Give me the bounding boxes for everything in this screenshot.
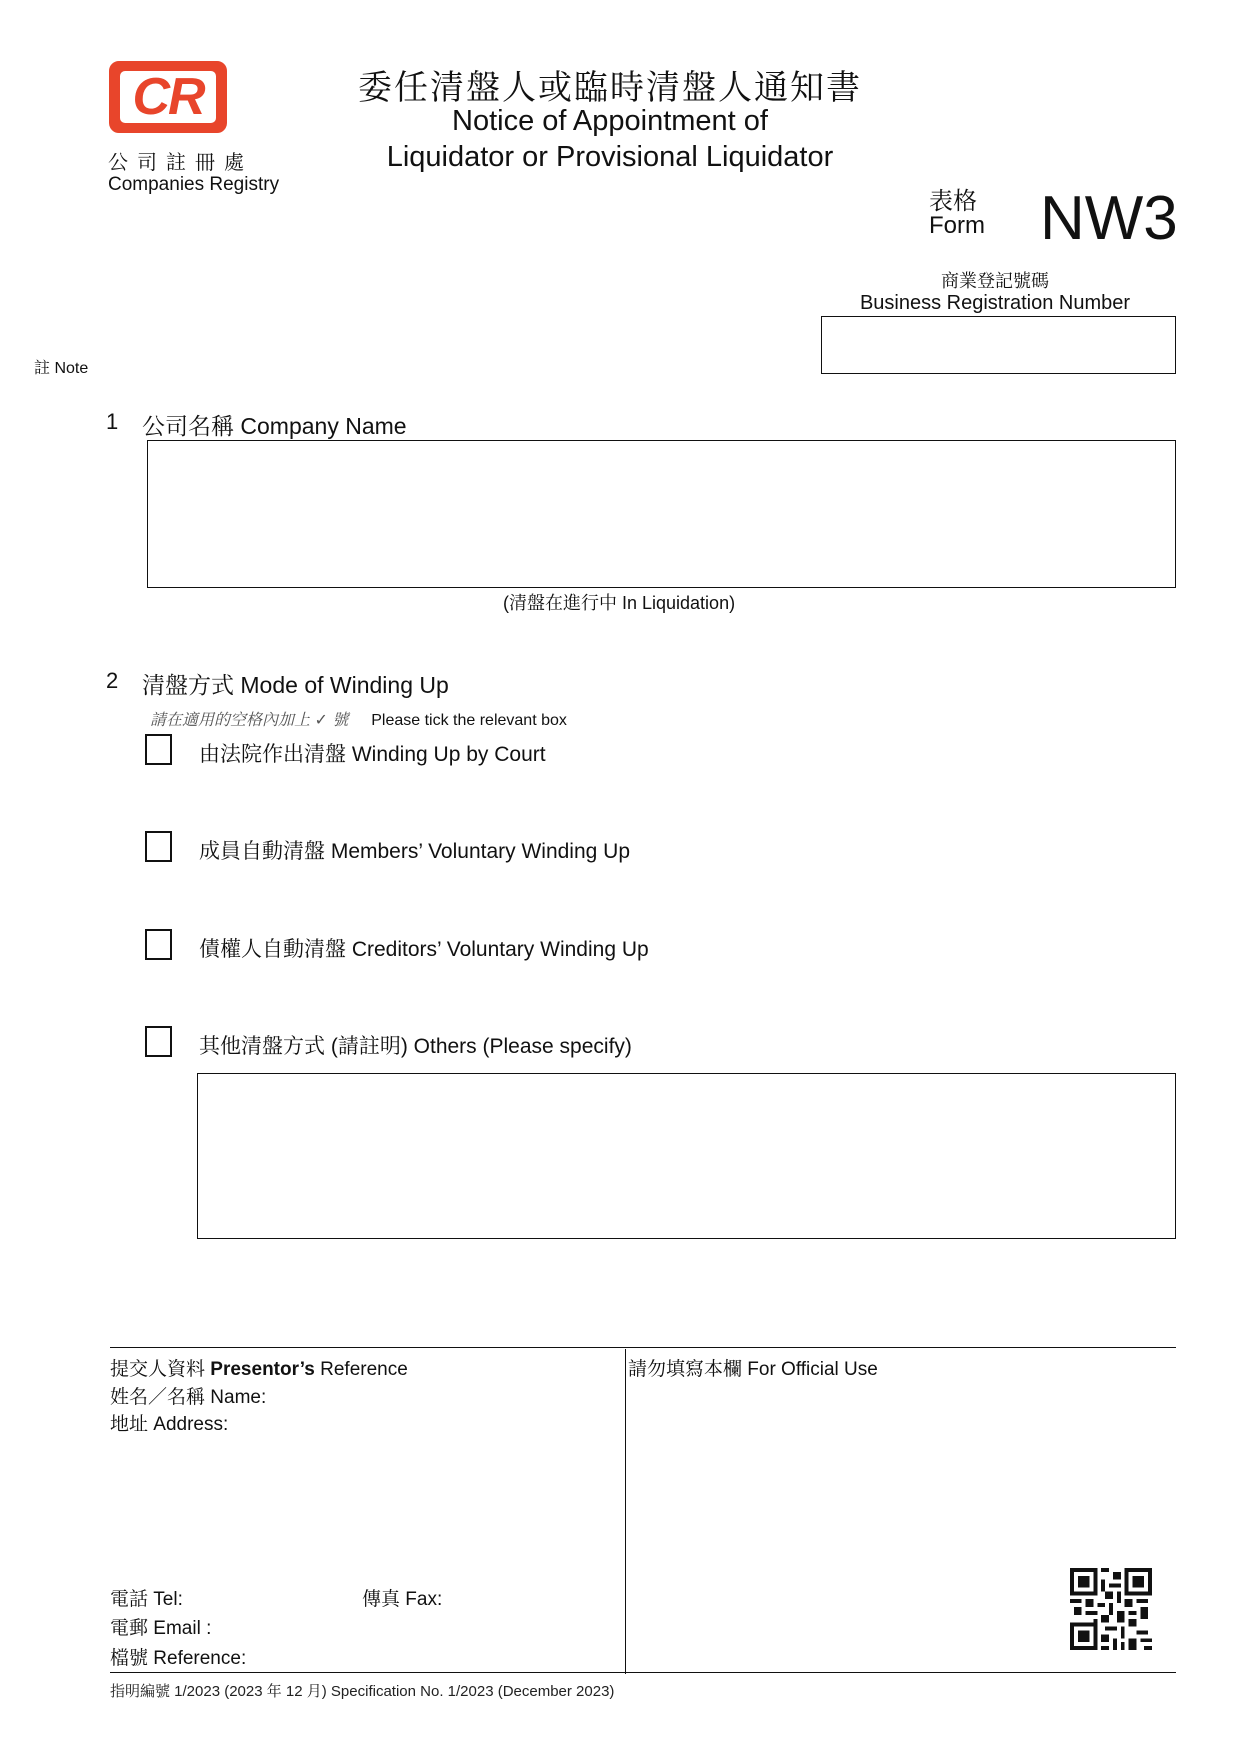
presentor-fax-label: 傳真 Fax: <box>362 1589 443 1610</box>
note-label: 註 Note <box>34 360 89 377</box>
form-code: NW3 <box>1040 184 1178 253</box>
tick-instruction-zh: 請在適用的空格內加上 ✓ 號 <box>150 712 349 729</box>
option-label-others: 其他清盤方式 (請註明) Others (Please specify) <box>199 1035 632 1058</box>
in-liquidation-label: (清盤在進行中 In Liquidation) <box>503 593 736 613</box>
tick-instruction <box>150 707 567 730</box>
registry-name-en: Companies Registry <box>108 174 280 195</box>
section-1-title: 公司名稱 Company Name <box>142 413 407 439</box>
presentor-title-en-rest: Reference <box>320 1359 408 1380</box>
brn-label-zh: 商業登記號碼 <box>941 271 1049 291</box>
presentor-tel-label: 電話 Tel: <box>110 1589 183 1610</box>
form-label-zh: 表格 <box>929 188 977 215</box>
checkbox-creditors-voluntary[interactable] <box>145 929 172 960</box>
tick-instruction-en: Please tick the relevant box <box>371 712 567 729</box>
checkbox-others[interactable] <box>145 1026 172 1057</box>
option-label-creditors-voluntary: 債權人自動清盤 Creditors’ Voluntary Winding Up <box>199 938 649 961</box>
checkbox-members-voluntary[interactable] <box>145 831 172 862</box>
presentor-title-zh: 提交人資料 <box>110 1359 206 1380</box>
section-1-number: 1 <box>106 409 119 434</box>
presentor-reference-title <box>110 1354 408 1381</box>
brn-label-en: Business Registration Number <box>859 292 1131 314</box>
registry-name-zh: 公司註冊處 <box>108 152 253 174</box>
form-title-zh: 委任清盤人或臨時清盤人通知書 <box>358 69 862 107</box>
presentor-address-label: 地址 Address: <box>110 1414 229 1435</box>
qr-code-icon <box>1070 1568 1152 1650</box>
form-title-en-line1: Notice of Appointment of <box>452 105 768 137</box>
others-specify-input[interactable] <box>197 1073 1176 1239</box>
official-use-label: 請勿填寫本欄 For Official Use <box>628 1359 878 1380</box>
logo-text: CR <box>132 68 204 126</box>
footer-top-divider <box>110 1347 1176 1348</box>
company-name-input[interactable] <box>147 440 1176 588</box>
presentor-email-label: 電郵 Email : <box>110 1618 212 1639</box>
presentor-name-label: 姓名／名稱 Name: <box>110 1387 267 1408</box>
checkbox-winding-up-by-court[interactable] <box>145 734 172 765</box>
specification-number: 指明編號 1/2023 (2023 年 12 月) Specification No. 1/2023 (December 2023) <box>110 1683 615 1700</box>
presentor-reference-label: 檔號 Reference: <box>110 1648 247 1669</box>
form-title-en <box>300 103 920 175</box>
section-2-title: 清盤方式 Mode of Winding Up <box>142 672 449 698</box>
section-2-number: 2 <box>106 668 119 693</box>
option-label-winding-up-by-court: 由法院作出清盤 Winding Up by Court <box>199 743 546 766</box>
companies-registry-logo <box>109 61 227 133</box>
form-title-en-line2: Liquidator or Provisional Liquidator <box>386 141 834 173</box>
brn-input[interactable] <box>821 316 1176 374</box>
presentor-title-en-bold: Presentor’s <box>210 1359 315 1380</box>
option-label-members-voluntary: 成員自動清盤 Members’ Voluntary Winding Up <box>199 840 631 863</box>
footer-bottom-divider <box>110 1672 1176 1673</box>
footer-column-divider <box>625 1349 626 1674</box>
form-label-en: Form <box>929 212 985 239</box>
